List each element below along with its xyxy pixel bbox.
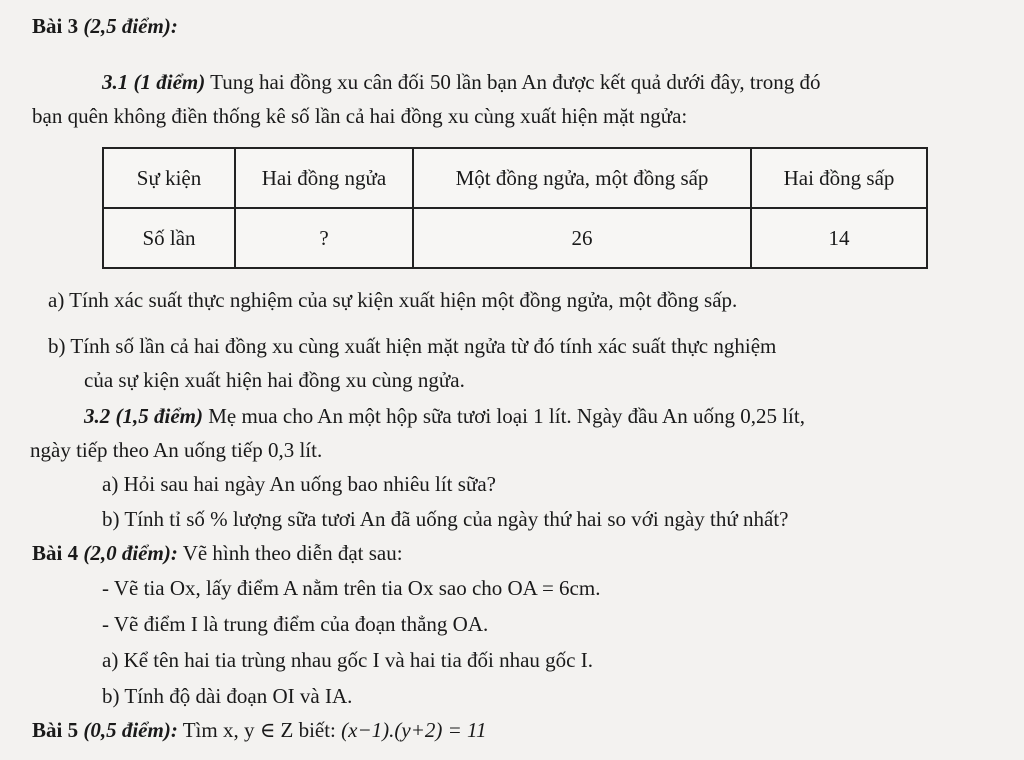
bai4-line1: - Vẽ tia Ox, lấy điểm A nằm trên tia Ox sao cho OA = 6cm.	[102, 576, 601, 600]
table-cell: 26	[413, 208, 751, 268]
p31-line2: bạn quên không điền thống kê số lần cả hai đồng xu cùng xuất hiện mặt ngửa:	[32, 104, 688, 128]
bai3-question-b-line1: b) Tính số lần cả hai đồng xu cùng xuất hiện mặt ngửa từ đó tính xác suất thực nghiệm	[48, 334, 777, 358]
table-cell: 14	[751, 208, 927, 268]
p31-line1	[102, 70, 820, 94]
bai4-line2: - Vẽ điểm I là trung điểm của đoạn thẳng OA.	[102, 612, 489, 636]
p32-line2: ngày tiếp theo An uống tiếp 0,3 lít.	[30, 438, 323, 462]
p31-text: Tung hai đồng xu cân đối 50 lần bạn An được kết quả dưới đây, trong đó	[205, 70, 821, 94]
bai5-equation: (x−1).(y+2) = 11	[341, 718, 487, 742]
bai5-text: Tìm x, y ∈ Z biết:	[177, 718, 342, 742]
p32-text: Mẹ mua cho An một hộp sữa tươi loại 1 lít. Ngày đầu An uống 0,25 lít,	[202, 404, 805, 428]
bai3-title: Bài 3	[32, 14, 79, 38]
coin-table	[102, 147, 928, 269]
p31-number: 3.1 (1 điểm)	[102, 70, 206, 94]
bai3-question-a: a) Tính xác suất thực nghiệm của sự kiện xuất hiện một đồng ngửa, một đồng sấp.	[48, 288, 738, 312]
table-cell: Số lần	[103, 208, 235, 268]
bai4-points: (2,0 điểm):	[83, 541, 178, 565]
p32-number: 3.2 (1,5 điểm)	[84, 404, 203, 428]
bai5-line	[32, 718, 486, 742]
table-header-cell: Hai đồng ngửa	[235, 148, 413, 208]
table-row	[103, 208, 927, 268]
bai3-points: (2,5 điểm):	[83, 14, 178, 38]
p32-line1	[84, 404, 805, 428]
bai4-heading	[32, 541, 403, 565]
bai4-title: Bài 4	[32, 541, 79, 565]
bai5-title: Bài 5	[32, 718, 79, 742]
table-header-row	[103, 148, 927, 208]
p32-question-b: b) Tính tỉ số % lượng sữa tươi An đã uống của ngày thứ hai so với ngày thứ nhất?	[102, 507, 789, 531]
table-header-cell: Một đồng ngửa, một đồng sấp	[413, 148, 751, 208]
bai4-question-b: b) Tính độ dài đoạn OI và IA.	[102, 684, 353, 708]
bai4-question-a: a) Kể tên hai tia trùng nhau gốc I và hai tia đối nhau gốc I.	[102, 648, 593, 672]
table-cell: ?	[235, 208, 413, 268]
table-header-cell: Hai đồng sấp	[751, 148, 927, 208]
table-header-cell: Sự kiện	[103, 148, 235, 208]
bai3-question-b-line2: của sự kiện xuất hiện hai đồng xu cùng ngửa.	[84, 368, 465, 392]
bai5-points: (0,5 điểm):	[83, 718, 178, 742]
bai3-heading	[32, 14, 178, 38]
bai4-intro: Vẽ hình theo diễn đạt sau:	[177, 541, 403, 565]
p32-question-a: a) Hỏi sau hai ngày An uống bao nhiêu lít sữa?	[102, 472, 496, 496]
